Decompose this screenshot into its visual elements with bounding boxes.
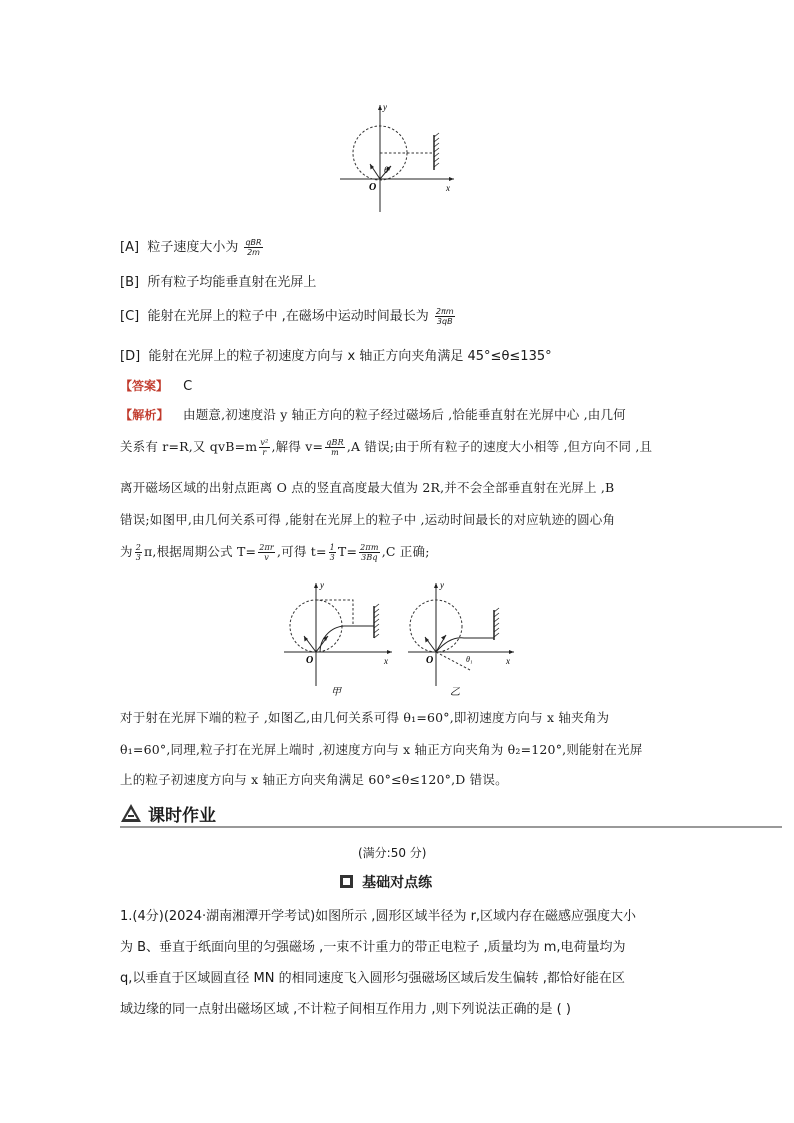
- analysis-line-4: [120, 510, 615, 528]
- fig-yi-y-label: y: [440, 580, 444, 590]
- frac-num: qBR: [326, 438, 344, 447]
- frac-num: 2: [135, 543, 141, 552]
- fig-yi-angle-label: θ₁: [466, 655, 473, 664]
- figure-magnetic-field-top: [330, 100, 470, 215]
- option-d-text: 能射在光屏上的粒子初速度方向与 x 轴正方向夹角满足 45°≤θ≤135°: [148, 349, 552, 364]
- frac-den: 3qB: [436, 317, 453, 326]
- frac-den: r: [262, 448, 267, 457]
- question-1-line-1: [120, 905, 636, 924]
- option-d: [120, 345, 552, 364]
- analysis-tag: 【解析】: [120, 408, 169, 422]
- analysis-line-2: [120, 437, 652, 457]
- option-c-letter: [C]: [120, 309, 140, 324]
- fig-top-y-label: y: [383, 102, 387, 112]
- frac-num: 2πm: [360, 543, 379, 552]
- fig-jia-origin-label: O: [306, 655, 314, 666]
- option-a-letter: [A]: [120, 240, 140, 255]
- score-text: (满分:50 分): [358, 846, 427, 860]
- option-a-text: 粒子速度大小为: [147, 240, 239, 255]
- fraction-2pim-3bq: [359, 543, 380, 562]
- analysis-text-1: 由题意,初速度沿 y 轴正方向的粒子经过磁场后 ,恰能垂直射在光屏中心 ,由几何: [183, 407, 626, 422]
- frac-num: 1: [329, 543, 335, 552]
- fig-top-origin-label: O: [369, 182, 377, 193]
- analysis-text-2a: 关系有 r=R,又 qvB=m: [120, 439, 258, 454]
- option-a: [120, 236, 265, 257]
- analysis-text-5c: ,可得 t=: [276, 544, 327, 559]
- fig-jia-x-label: x: [384, 656, 388, 666]
- fig-top-x-label: x: [446, 183, 450, 193]
- analysis-text-2b: ,解得 v=: [271, 439, 324, 454]
- option-b: [120, 271, 316, 290]
- score-line: [358, 844, 427, 861]
- analysis-line-3: [120, 478, 614, 496]
- fraction-qbr-m: [325, 438, 345, 457]
- analysis-text-8: 上的粒子初速度方向与 x 轴正方向夹角满足 60°≤θ≤120°,D 错误。: [120, 772, 508, 787]
- frac-den: v: [264, 553, 269, 562]
- question-1-text-3: q,以垂直于区域圆直径 MN 的相同速度飞入圆形匀强磁场区域后发生偏转 ,都恰好能在区: [120, 971, 625, 986]
- subsection-header: [340, 871, 432, 892]
- question-1-text-1: 1.(4分)(2024·湖南湘潭开学考试)如图所示 ,圆形区域半径为 r,区域内存在磁感应强度大小: [120, 909, 637, 924]
- frac-den: 3: [135, 553, 141, 562]
- question-1-text-2: 为 B、垂直于纸面向里的匀强磁场 ,一束不计重力的带正电粒子 ,质量均为 m,电荷量均为: [120, 940, 626, 955]
- frac-den: 3Bq: [361, 553, 378, 562]
- option-c-fraction: [435, 307, 455, 326]
- frac-den: 2m: [247, 248, 260, 257]
- figure-jia: [284, 580, 392, 698]
- fig-jia-caption: 甲: [331, 687, 341, 698]
- frac-num: v²: [260, 438, 269, 447]
- figure-magnetic-field-jia-yi: [280, 578, 520, 700]
- analysis-text-3: 离开磁场区域的出射点距离 O 点的竖直高度最大值为 2R,并不会全部垂直射在光屏上 ,B: [120, 480, 615, 495]
- analysis-line-1: [120, 405, 626, 423]
- option-a-fraction: [244, 238, 262, 257]
- figure-yi: [408, 580, 514, 698]
- analysis-text-5d: T=: [337, 544, 358, 559]
- analysis-line-5: [120, 542, 430, 562]
- analysis-text-5b: π,根据周期公式 T=: [144, 544, 257, 559]
- analysis-text-7: θ₁=60°,同理,粒子打在光屏上端时 ,初速度方向与 x 轴正方向夹角为 θ₂=120°,则能射在光屏: [120, 742, 643, 757]
- subsection-title: 基础对点练: [362, 874, 433, 891]
- option-b-text: 所有粒子均能垂直射在光屏上: [147, 275, 317, 290]
- fraction-2pir-v: [258, 543, 275, 562]
- analysis-text-5e: ,C 正确;: [381, 544, 430, 559]
- fig-jia-y-label: y: [320, 580, 324, 590]
- answer-value: C: [183, 379, 193, 394]
- fig-yi-x-label: x: [506, 656, 510, 666]
- fig-top-angle-label: θ: [384, 165, 389, 175]
- option-c: [120, 305, 457, 326]
- section-title: 课时作业: [148, 806, 216, 826]
- section-header: [120, 800, 782, 828]
- analysis-text-4: 错误;如图甲,由几何关系可得 ,能射在光屏上的粒子中 ,运动时间最长的对应轨迹的圆心角: [120, 512, 616, 527]
- fraction-2-3: [135, 543, 142, 562]
- analysis-text-6: 对于射在光屏下端的粒子 ,如图乙,由几何关系可得 θ₁=60°,即初速度方向与 x 轴夹角为: [120, 710, 610, 725]
- fig-yi-caption: 乙: [450, 687, 460, 698]
- fraction-v2-r: [259, 438, 269, 457]
- option-c-text: 能射在光屏上的粒子中 ,在磁场中运动时间最长为: [147, 309, 429, 324]
- warning-triangle-icon: [120, 803, 142, 823]
- analysis-text-2c: ,A 错误;由于所有粒子的速度大小相等 ,但方向不同 ,且: [346, 439, 653, 454]
- analysis-line-8: [120, 770, 508, 788]
- grid-square-icon: [340, 875, 353, 888]
- question-1-line-4: [120, 998, 571, 1017]
- frac-num: 2πm: [435, 307, 454, 316]
- frac-den: m: [331, 448, 339, 457]
- option-b-letter: [B]: [120, 275, 140, 290]
- answer-line: [120, 375, 192, 394]
- analysis-line-6: [120, 708, 609, 726]
- fraction-1-3: [329, 543, 336, 562]
- question-1-line-2: [120, 936, 626, 955]
- fig-yi-origin-label: O: [426, 655, 434, 666]
- option-d-letter: [D]: [120, 349, 141, 364]
- question-1-line-3: [120, 967, 625, 986]
- analysis-text-5a: 为: [120, 544, 133, 559]
- frac-den: 3: [329, 553, 335, 562]
- frac-num: qBR: [245, 238, 262, 247]
- answer-tag: 【答案】: [120, 379, 169, 393]
- question-1-text-4: 域边缘的同一点射出磁场区域 ,不计粒子间相互作用力 ,则下列说法正确的是 ( ): [120, 1002, 571, 1017]
- frac-num: 2πr: [259, 543, 274, 552]
- analysis-line-7: [120, 740, 643, 758]
